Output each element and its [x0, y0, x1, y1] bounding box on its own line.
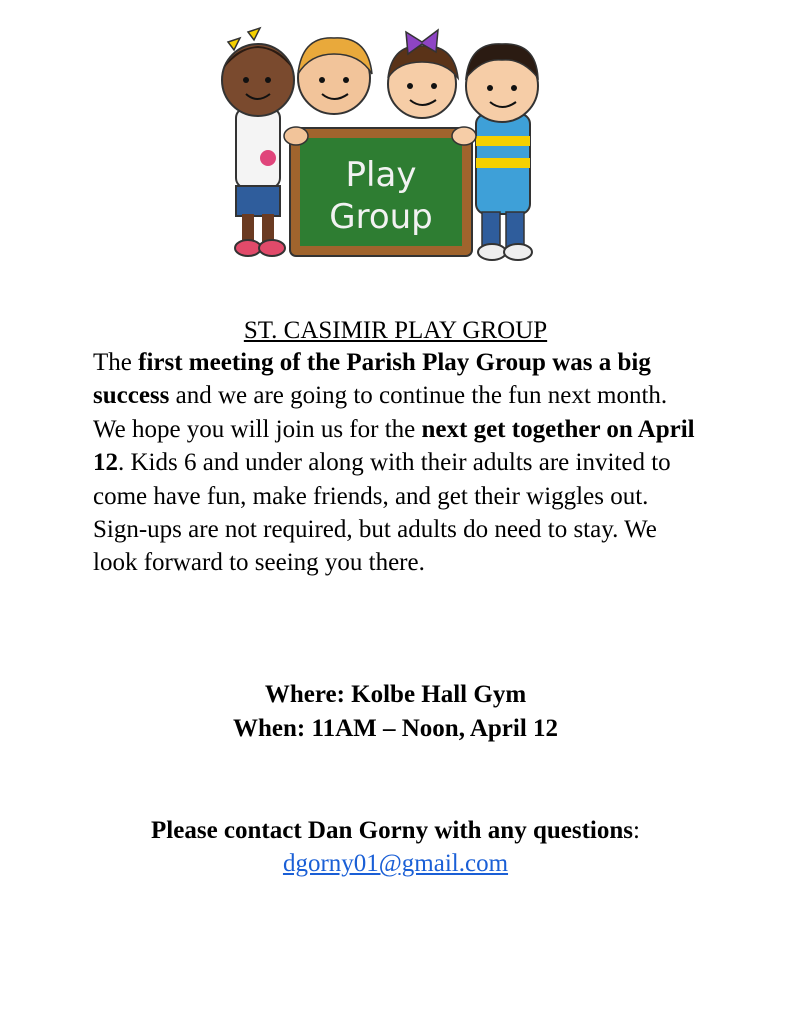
event-when: When: 11AM – Noon, April 12 — [232, 715, 559, 742]
page-title: ST. CASIMIR PLAY GROUP — [243, 317, 548, 344]
announcement-paragraph — [93, 346, 703, 580]
sign-text-line1: Play — [345, 155, 417, 195]
kid-4 — [466, 44, 538, 260]
kid-3 — [388, 30, 458, 118]
email-link[interactable]: dgorny01@gmail.com — [282, 850, 509, 877]
body-text-3: . Kids 6 and under along with their adults are invited to come have fun, make friends, and get their wiggles out. Sign-ups are not required, but adults do need to stay. We look forward to seeing you there. — [93, 449, 671, 577]
body-bold-2: next get together on April 12 — [93, 415, 695, 477]
event-details — [0, 678, 791, 746]
chalkboard — [290, 128, 472, 256]
contact-colon: : — [633, 817, 640, 844]
event-where: Where: Kolbe Hall Gym — [264, 681, 527, 708]
body-bold-1: first meeting of the Parish Play Group was a big success — [93, 349, 651, 410]
body-text-1: The — [93, 349, 139, 376]
contact-section — [0, 814, 791, 880]
kid-2 — [298, 38, 372, 114]
sign-text-line2: Group — [329, 197, 433, 237]
contact-label: Please contact Dan Gorny with any questions — [151, 817, 633, 844]
kids-holding-chalkboard-icon — [192, 18, 568, 268]
body-text-2: and we are going to continue the fun next month. We hope you will join us for the — [93, 382, 668, 443]
play-group-illustration — [192, 18, 568, 268]
kid-1 — [222, 28, 294, 256]
